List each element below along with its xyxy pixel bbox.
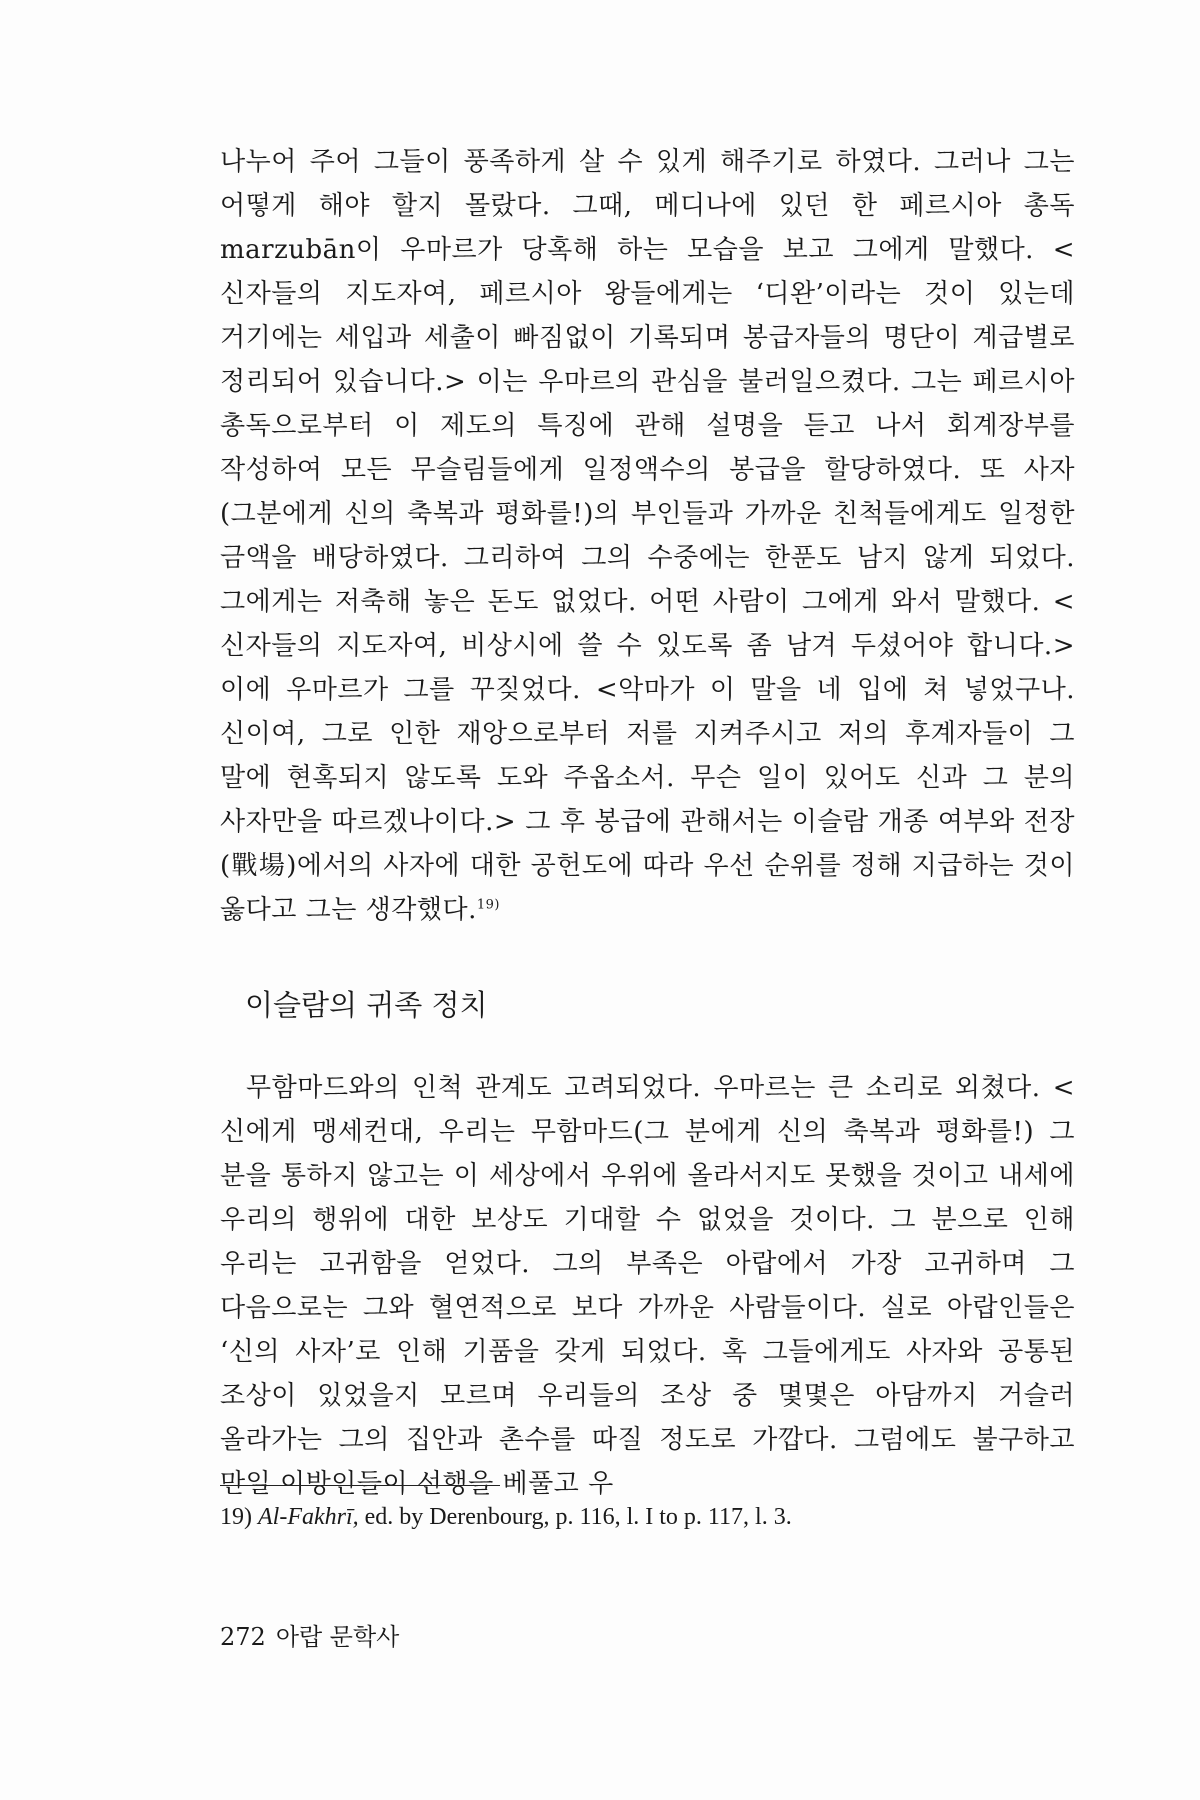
footnote-divider bbox=[220, 1485, 500, 1486]
footnote-citation: ed. by Derenbourg, p. 116, l. I to p. 117, l. 3. bbox=[364, 1504, 792, 1530]
footnote bbox=[220, 1500, 792, 1534]
running-book-title: 아랍 문학사 bbox=[275, 1623, 400, 1651]
page-number: 272 bbox=[220, 1623, 266, 1651]
section-paragraph: 무함마드와의 인척 관계도 고려되었다. 우마르는 큰 소리로 외쳤다. <신에게 맹세컨대, 우리는 무함마드(그 분에게 신의 축복과 평화를!) 그 분을 통하지 않고는 이 세상에서 우위에 올라서지도 못했을 것이고 내세에 우리의 행위에 대한 보상도 기대할 수 없었을 것이다. 그 분으로 인해 우리는 고귀함을 얻었다. 그의 부족은 아랍에서 가장 고귀하며 그 다음으로는 그와 혈연적으로 보다 가까운 사람들이다. 실로 아랍인들은 ‘신의 사자’로 인해 기품을 갖게 되었다. 혹 그들에게도 사자와 공통된 조상이 있었을지 모르며 우리들의 조상 중 몇몇은 아담까지 거슬러 올라가는 그의 집안과 촌수를 따질 정도로 가깝다. 그럼에도 불구하고 만일 이방인들이 선행을 베풀고 우 bbox=[220, 1073, 1075, 1499]
section-text-block bbox=[220, 1040, 1075, 1532]
section-heading: 이슬람의 귀족 정치 bbox=[245, 988, 488, 1022]
footnote-reference: 19) bbox=[476, 897, 500, 913]
body-paragraph-text: 나누어 주어 그들이 풍족하게 살 수 있게 해주기로 하였다. 그러나 그는 어떻게 해야 할지 몰랐다. 그때, 메디나에 있던 한 페르시아 총독 marzubān이 우마르가 당혹해 하는 모습을 보고 그에게 말했다. <신자들의 지도자여, 페르시아 왕들에게는 ‘디완’이라는 것이 있는데 거기에는 세입과 세출이 빠짐없이 기록되며 봉급자들의 명단이 계급별로 정리되어 있습니다.> 이는 우마르의 관심을 불러일으켰다. 그는 페르시아 총독으로부터 이 제도의 특징에 관해 설명을 듣고 나서 회계장부를 작성하여 모든 무슬림들에게 일정액수의 봉급을 할당하였다. 또 사자(그분에게 신의 축복과 평화를!)의 부인들과 가까운 친척들에게도 일정한 금액을 배당하였다. 그리하여 그의 수중에는 한푼도 남지 않게 되었다. 그에게는 저축해 놓은 돈도 없었다. 어떤 사람이 그에게 와서 말했다. <신자들의 지도자여, 비상시에 쓸 수 있도록 좀 남겨 두셨어야 합니다.> 이에 우마르가 그를 꾸짖었다. <악마가 이 말을 네 입에 쳐 넣었구나. 신이여, 그로 인한 재앙으로부터 저를 지켜주시고 저의 후계자들이 그 말에 현혹되지 않도록 도와 주옵소서. 무슨 일이 있어도 신과 그 분의 사자만을 따르겠나이다.> 그 후 봉급에 관해서는 이슬람 개종 여부와 전장(戰場)에서의 사자에 대한 공헌도에 따라 우선 순위를 정해 지급하는 것이 옳다고 그는 생각했다. bbox=[220, 147, 1075, 925]
body-paragraph bbox=[220, 140, 1075, 932]
footnote-number: 19) bbox=[220, 1504, 252, 1530]
footnote-source-title: Al-Fakhrī, bbox=[258, 1504, 359, 1530]
main-text-block bbox=[220, 140, 1075, 932]
page-footer bbox=[220, 1620, 399, 1654]
